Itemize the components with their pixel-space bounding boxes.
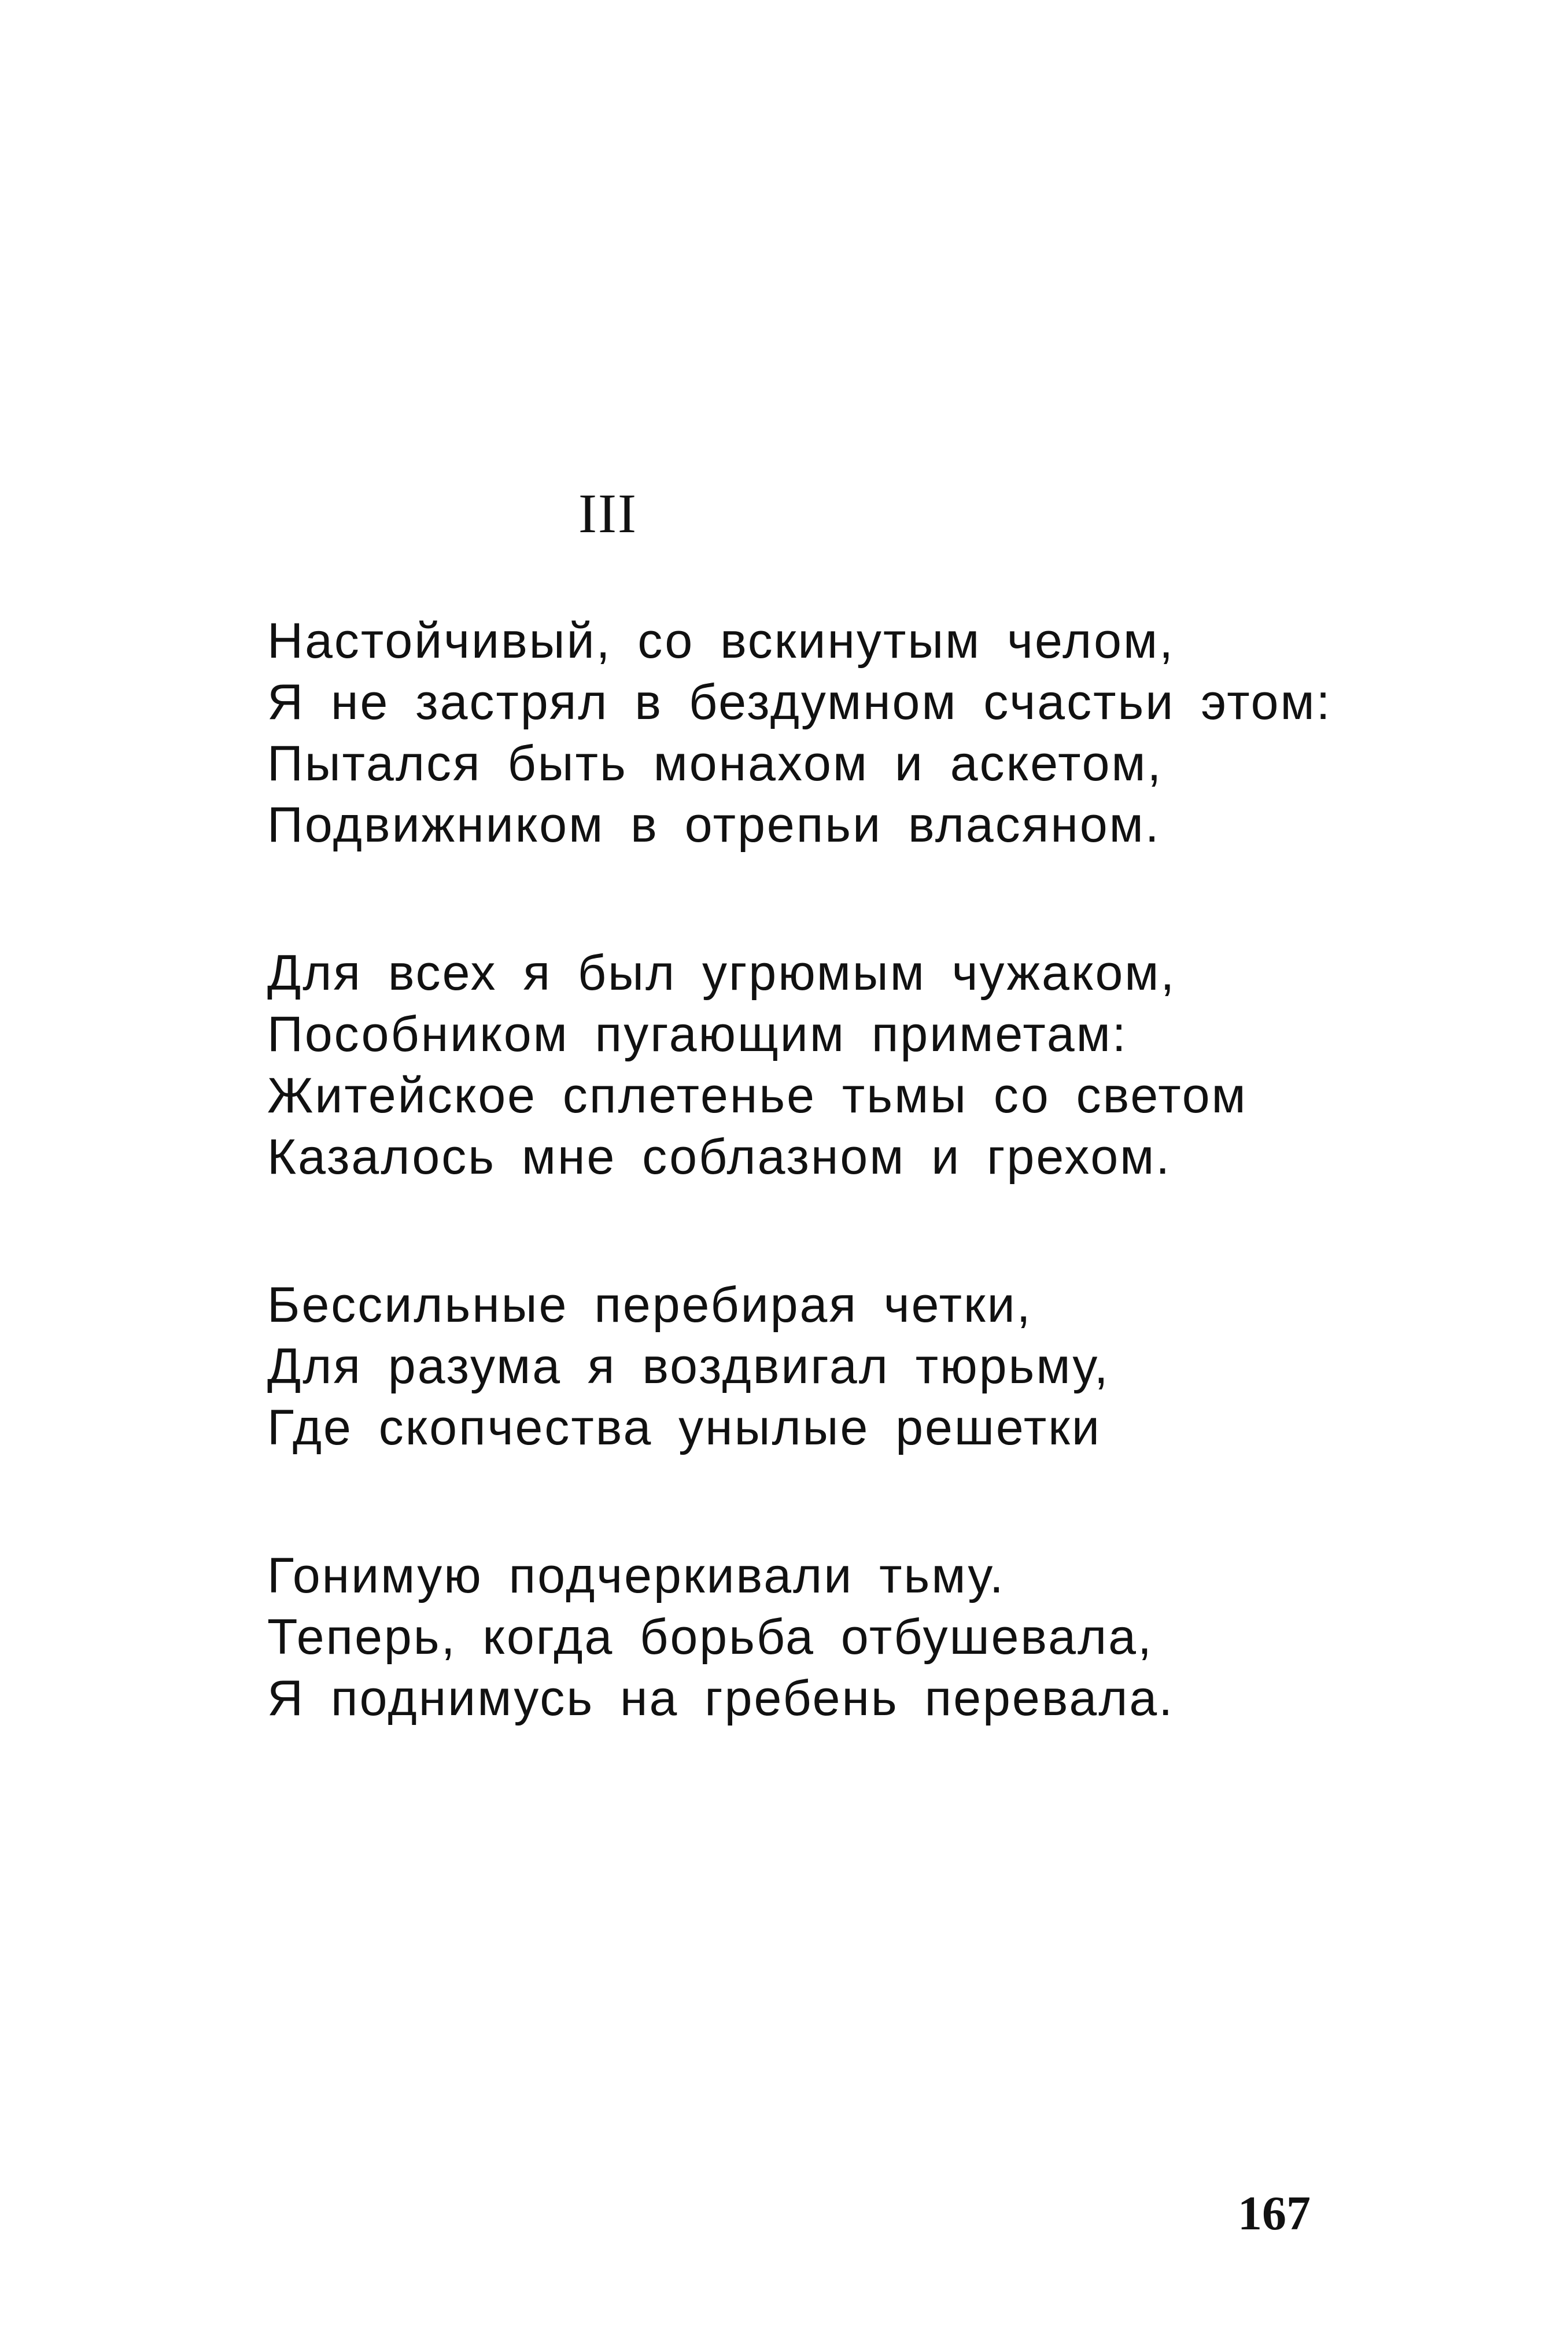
poem-line: Житейское сплетенье тьмы со светом	[267, 1068, 1248, 1123]
poem-line: Я поднимусь на гребень перевала.	[267, 1671, 1175, 1726]
stanza	[267, 610, 1482, 856]
poem-line: Где скопчества унылые решетки	[267, 1400, 1101, 1455]
poem-line: Настойчивый, со вскинутым челом,	[267, 613, 1175, 669]
stanza	[267, 942, 1482, 1188]
stanza	[267, 1545, 1482, 1729]
poem-line: Бессильные перебирая четки,	[267, 1277, 1032, 1333]
poem-line: Подвижником в отрепьи власяном.	[267, 797, 1161, 853]
poem-line: Для всех я был угрюмым чужаком,	[267, 945, 1176, 1001]
poem-line: Казалось мне соблазном и грехом.	[267, 1129, 1172, 1185]
poem-line: Я не застрял в бездумном счастьи этом:	[267, 674, 1332, 730]
poem-line: Пытался быть монахом и аскетом,	[267, 736, 1163, 791]
page-number: 167	[1238, 2187, 1311, 2240]
section-numeral: III	[578, 482, 637, 544]
poem-line: Теперь, когда борьба отбушевала,	[267, 1609, 1153, 1665]
stanza	[267, 1274, 1482, 1458]
poem-line: Гонимую подчеркивали тьму.	[267, 1548, 1005, 1603]
poem-line: Пособником пугающим приметам:	[267, 1007, 1128, 1062]
poem	[267, 610, 1482, 1816]
poem-line: Для разума я воздвигал тюрьму,	[267, 1339, 1110, 1394]
